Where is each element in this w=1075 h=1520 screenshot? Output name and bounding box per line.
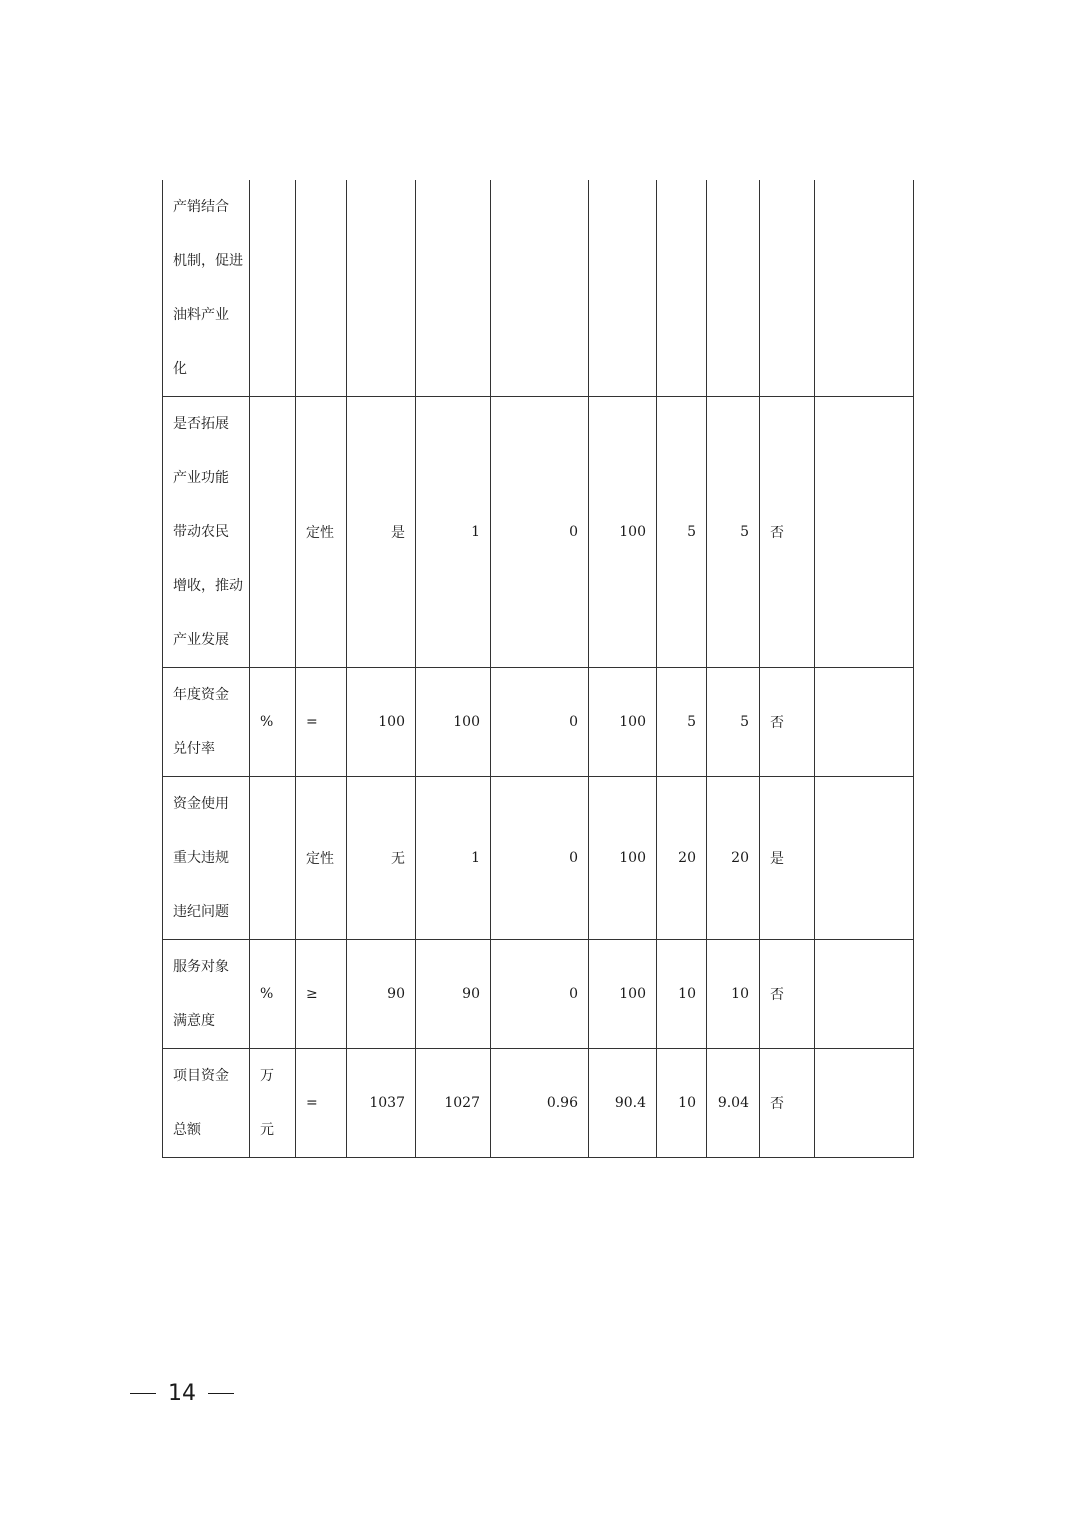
- remark-cell: [815, 1049, 914, 1158]
- indicator-name-line: 产业发展: [173, 632, 229, 648]
- indicator-name-line: 重大违规: [173, 850, 229, 866]
- indicator-name-cell: [163, 668, 250, 777]
- page-number-left-dash: [130, 1393, 156, 1394]
- indicator-name-cell: [163, 777, 250, 940]
- score-cell: 5: [707, 668, 760, 777]
- completion-cell: [589, 180, 657, 397]
- score-cell: [707, 180, 760, 397]
- table-row: [163, 1049, 914, 1158]
- table-row: [163, 397, 914, 668]
- unit-line: 万: [260, 1068, 274, 1084]
- indicator-name-cell: [163, 180, 250, 397]
- indicator-name-line: 增收，推动: [173, 578, 243, 594]
- table-row: [163, 777, 914, 940]
- indicator-name-line: 资金使用: [173, 796, 229, 812]
- unit-line: %: [260, 714, 274, 730]
- symbol-cell: [296, 180, 347, 397]
- indicator-name-line: 产销结合: [173, 199, 229, 215]
- performance-indicator-table: [162, 180, 914, 1158]
- unit-line: 元: [260, 1122, 274, 1138]
- indicator-name-line: 年度资金: [173, 687, 229, 703]
- weight-cell: 5: [657, 397, 707, 668]
- deviation-cell: 0.96: [491, 1049, 589, 1158]
- judge-cell: 否: [760, 668, 815, 777]
- page-number-right-dash: [208, 1393, 234, 1394]
- symbol-cell: =: [296, 668, 347, 777]
- weight-cell: 5: [657, 668, 707, 777]
- completion-cell: 100: [589, 940, 657, 1049]
- score-cell: 5: [707, 397, 760, 668]
- table-row: [163, 180, 914, 397]
- target-value-cell: 无: [347, 777, 416, 940]
- unit-cell: [250, 1049, 296, 1158]
- symbol-cell: =: [296, 1049, 347, 1158]
- indicator-name-cell: [163, 940, 250, 1049]
- page-number-value: 14: [168, 1380, 196, 1406]
- weight-cell: [657, 180, 707, 397]
- remark-cell: [815, 940, 914, 1049]
- judge-cell: [760, 180, 815, 397]
- symbol-cell: 定性: [296, 777, 347, 940]
- remark-cell: [815, 668, 914, 777]
- deviation-cell: 0: [491, 397, 589, 668]
- actual-value-cell: 1: [416, 397, 491, 668]
- unit-cell: [250, 668, 296, 777]
- completion-cell: 100: [589, 777, 657, 940]
- target-value-cell: [347, 180, 416, 397]
- table-body: [163, 180, 914, 1158]
- actual-value-cell: 1027: [416, 1049, 491, 1158]
- deviation-cell: 0: [491, 668, 589, 777]
- remark-cell: [815, 777, 914, 940]
- unit-cell: [250, 397, 296, 668]
- judge-cell: 否: [760, 1049, 815, 1158]
- indicator-name-line: 机制，促进: [173, 253, 243, 269]
- indicator-name-line: 油料产业: [173, 307, 229, 323]
- score-cell: 10: [707, 940, 760, 1049]
- actual-value-cell: 100: [416, 668, 491, 777]
- unit-line: %: [260, 986, 274, 1002]
- target-value-cell: 90: [347, 940, 416, 1049]
- score-cell: 20: [707, 777, 760, 940]
- unit-cell: [250, 940, 296, 1049]
- indicator-name-line: 带动农民: [173, 524, 229, 540]
- actual-value-cell: 90: [416, 940, 491, 1049]
- judge-cell: 否: [760, 940, 815, 1049]
- indicator-name-cell: [163, 1049, 250, 1158]
- weight-cell: 10: [657, 1049, 707, 1158]
- table-row: [163, 668, 914, 777]
- symbol-cell: ≥: [296, 940, 347, 1049]
- table-row: [163, 940, 914, 1049]
- deviation-cell: 0: [491, 777, 589, 940]
- target-value-cell: 是: [347, 397, 416, 668]
- actual-value-cell: 1: [416, 777, 491, 940]
- score-cell: 9.04: [707, 1049, 760, 1158]
- indicator-table-wrap: [162, 180, 914, 1158]
- unit-cell: [250, 777, 296, 940]
- deviation-cell: 0: [491, 940, 589, 1049]
- judge-cell: 是: [760, 777, 815, 940]
- indicator-name-line: 产业功能: [173, 470, 229, 486]
- completion-cell: 100: [589, 668, 657, 777]
- target-value-cell: 100: [347, 668, 416, 777]
- indicator-name-line: 满意度: [173, 1013, 215, 1029]
- remark-cell: [815, 180, 914, 397]
- indicator-name-line: 总额: [173, 1122, 201, 1138]
- page-number: [130, 1378, 234, 1408]
- symbol-cell: 定性: [296, 397, 347, 668]
- indicator-name-line: 服务对象: [173, 959, 229, 975]
- judge-cell: 否: [760, 397, 815, 668]
- indicator-name-line: 兑付率: [173, 741, 215, 757]
- unit-cell: [250, 180, 296, 397]
- indicator-name-cell: [163, 397, 250, 668]
- remark-cell: [815, 397, 914, 668]
- actual-value-cell: [416, 180, 491, 397]
- target-value-cell: 1037: [347, 1049, 416, 1158]
- indicator-name-line: 化: [173, 361, 187, 377]
- completion-cell: 100: [589, 397, 657, 668]
- completion-cell: 90.4: [589, 1049, 657, 1158]
- weight-cell: 10: [657, 940, 707, 1049]
- deviation-cell: [491, 180, 589, 397]
- weight-cell: 20: [657, 777, 707, 940]
- indicator-name-line: 违纪问题: [173, 904, 229, 920]
- indicator-name-line: 项目资金: [173, 1068, 229, 1084]
- indicator-name-line: 是否拓展: [173, 416, 229, 432]
